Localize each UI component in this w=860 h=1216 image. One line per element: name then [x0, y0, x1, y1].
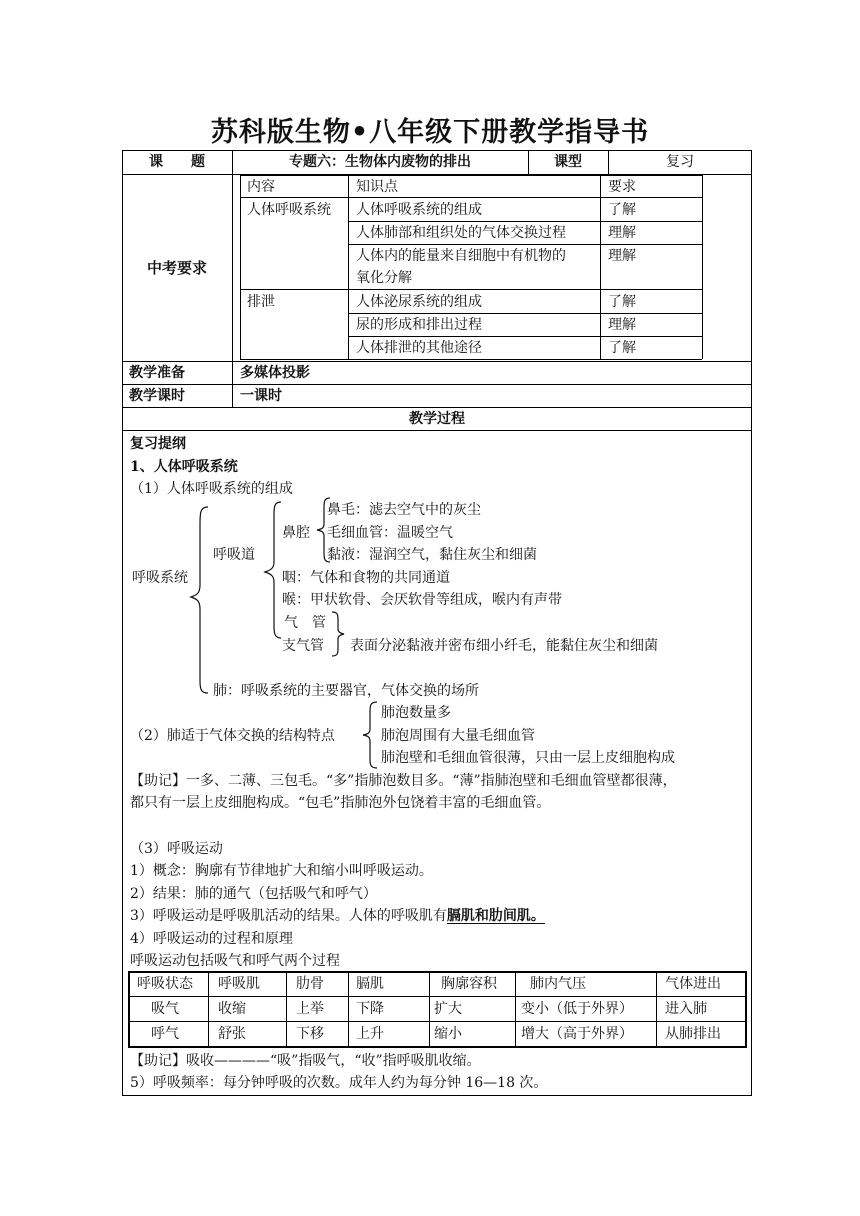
breathing-point: 4）呼吸运动的过程和原理 — [130, 931, 293, 947]
req-point: 尿的形成和排出过程 — [356, 317, 482, 333]
section-1-heading: 1、人体呼吸系统 — [130, 459, 238, 475]
nose-item: 毛细血管：温暖空气 — [327, 525, 453, 541]
tree-airway: 呼吸道 — [213, 547, 255, 563]
breathing-point: 2）结果：肺的通气（包括吸气和呼气） — [130, 886, 377, 902]
lung-feature: 肺泡周围有大量毛细血管 — [381, 728, 535, 744]
lung-feature: 肺泡数量多 — [381, 705, 451, 721]
tree-trachea: 气 管 — [284, 615, 326, 631]
breath-cell: 下降 — [356, 1001, 384, 1017]
breathing-point — [130, 907, 545, 925]
breath-col-header: 肋骨 — [296, 976, 324, 992]
req-point: 人体呼吸系统的组成 — [356, 202, 482, 218]
req-content-respiratory: 人体呼吸系统 — [247, 202, 331, 218]
breath-cell: 呼气 — [151, 1026, 179, 1042]
tree-larynx: 喉：甲状软骨、会厌软骨等组成，喉内有声带 — [282, 592, 562, 608]
tree-root: 呼吸系统 — [132, 570, 188, 586]
breath-col-header: 膈肌 — [356, 976, 384, 992]
breath-col-header: 呼吸肌 — [218, 976, 260, 992]
breath-cell: 下移 — [296, 1026, 324, 1042]
req-point: 人体内的能量来自细胞中有机物的 — [356, 248, 566, 264]
req-level: 理解 — [608, 225, 636, 241]
req-level: 理解 — [608, 248, 636, 264]
breath-cell: 扩大 — [434, 1001, 462, 1017]
tree-bronchi: 支气管 — [282, 638, 324, 654]
topic-value: 专题六：生物体内废物的排出 — [289, 154, 471, 170]
breath-cell: 增大（高于外界） — [521, 1026, 633, 1042]
type-label: 课型 — [554, 154, 582, 170]
document-title: 苏科版生物•八年级下册教学指导书 — [210, 117, 650, 148]
req-col-point: 知识点 — [356, 179, 398, 195]
outline-heading: 复习提纲 — [130, 436, 186, 452]
brace-icon — [188, 505, 212, 695]
req-point: 氧化分解 — [356, 270, 412, 286]
hours-label: 教学课时 — [129, 388, 185, 404]
breath-cell: 缩小 — [434, 1026, 462, 1042]
req-level: 了解 — [608, 294, 636, 310]
req-level: 了解 — [608, 202, 636, 218]
nose-item: 鼻毛：滤去空气中的灰尘 — [327, 502, 481, 518]
tree-nose: 鼻腔 — [282, 525, 310, 541]
breath-col-header: 胸廓容积 — [441, 976, 497, 992]
subheading-composition: （1）人体呼吸系统的组成 — [130, 481, 293, 497]
breath-cell: 收缩 — [218, 1001, 246, 1017]
req-content-excretion: 排泄 — [247, 294, 275, 310]
hours-value: 一课时 — [240, 388, 282, 404]
breath-cell: 吸气 — [151, 1001, 179, 1017]
breath-col-header: 气体进出 — [665, 976, 721, 992]
req-level: 了解 — [608, 340, 636, 356]
row-divider — [122, 407, 752, 408]
breath-col-header: 呼吸状态 — [137, 976, 193, 992]
breath-cell: 从肺排出 — [665, 1026, 721, 1042]
breathing-point: 呼吸运动包括吸气和呼气两个过程 — [130, 953, 340, 969]
memo-breathing: 【助记】吸收————“吸”指吸气，“收”指呼吸肌收缩。 — [130, 1053, 481, 1069]
req-point: 人体肺部和组织处的气体交换过程 — [356, 225, 566, 241]
row-divider — [122, 384, 752, 385]
memo-lung: 都只有一层上皮细胞构成。“包毛”指肺泡外包饶着丰富的毛细血管。 — [130, 795, 551, 811]
col-divider — [232, 150, 233, 407]
row-divider — [122, 361, 752, 362]
req-point: 人体排泄的其他途径 — [356, 340, 482, 356]
tree-pharynx: 咽：气体和食物的共同通道 — [282, 570, 450, 586]
brace-icon — [360, 700, 380, 770]
req-level: 理解 — [608, 317, 636, 333]
breathing-muscles-underlined: 膈肌和肋间肌。 — [446, 908, 545, 924]
req-col-content: 内容 — [247, 179, 275, 195]
breathing-point: 5）呼吸频率：每分钟呼吸的次数。成年人约为每分钟 16—18 次。 — [130, 1075, 548, 1091]
process-title: 教学过程 — [409, 411, 465, 427]
breath-cell: 进入肺 — [665, 1001, 707, 1017]
topic-label: 课 题 — [149, 154, 205, 170]
tree-lung: 肺：呼吸系统的主要器官，气体交换的场所 — [213, 683, 479, 699]
subheading-lung-features: （2）肺适于气体交换的结构特点 — [130, 728, 335, 744]
brace-icon — [330, 610, 348, 658]
tree-trachea-note: 表面分泌黏液并密布细小纤毛，能黏住灰尘和细菌 — [350, 638, 658, 654]
breath-cell: 上升 — [356, 1026, 384, 1042]
req-point: 人体泌尿系统的组成 — [356, 294, 482, 310]
requirements-label: 中考要求 — [146, 259, 207, 277]
breath-cell: 上举 — [296, 1001, 324, 1017]
brace-icon — [262, 500, 284, 640]
breath-cell: 变小（低于外界） — [521, 1001, 633, 1017]
type-value: 复习 — [666, 154, 694, 170]
prep-value: 多媒体投影 — [240, 365, 310, 381]
breath-cell: 舒张 — [218, 1026, 246, 1042]
breathing-point: 1）概念：胸廓有节律地扩大和缩小叫呼吸运动。 — [130, 863, 433, 879]
breathing-point-text: 3）呼吸运动是呼吸肌活动的结果。人体的呼吸肌有 — [130, 908, 447, 924]
memo-lung: 【助记】一多、二薄、三包毛。“多”指肺泡数目多。“薄”指肺泡壁和毛细血管壁都很薄， — [130, 773, 677, 789]
subheading-breathing: （3）呼吸运动 — [130, 841, 223, 857]
row-divider — [122, 430, 752, 431]
breath-col-header: 肺内气压 — [530, 976, 586, 992]
prep-label: 教学准备 — [129, 365, 185, 381]
lung-feature: 肺泡壁和毛细血管很薄，只由一层上皮细胞构成 — [381, 750, 675, 766]
nose-item: 黏液：湿润空气，黏住灰尘和细菌 — [327, 547, 537, 563]
req-col-level: 要求 — [608, 179, 636, 195]
